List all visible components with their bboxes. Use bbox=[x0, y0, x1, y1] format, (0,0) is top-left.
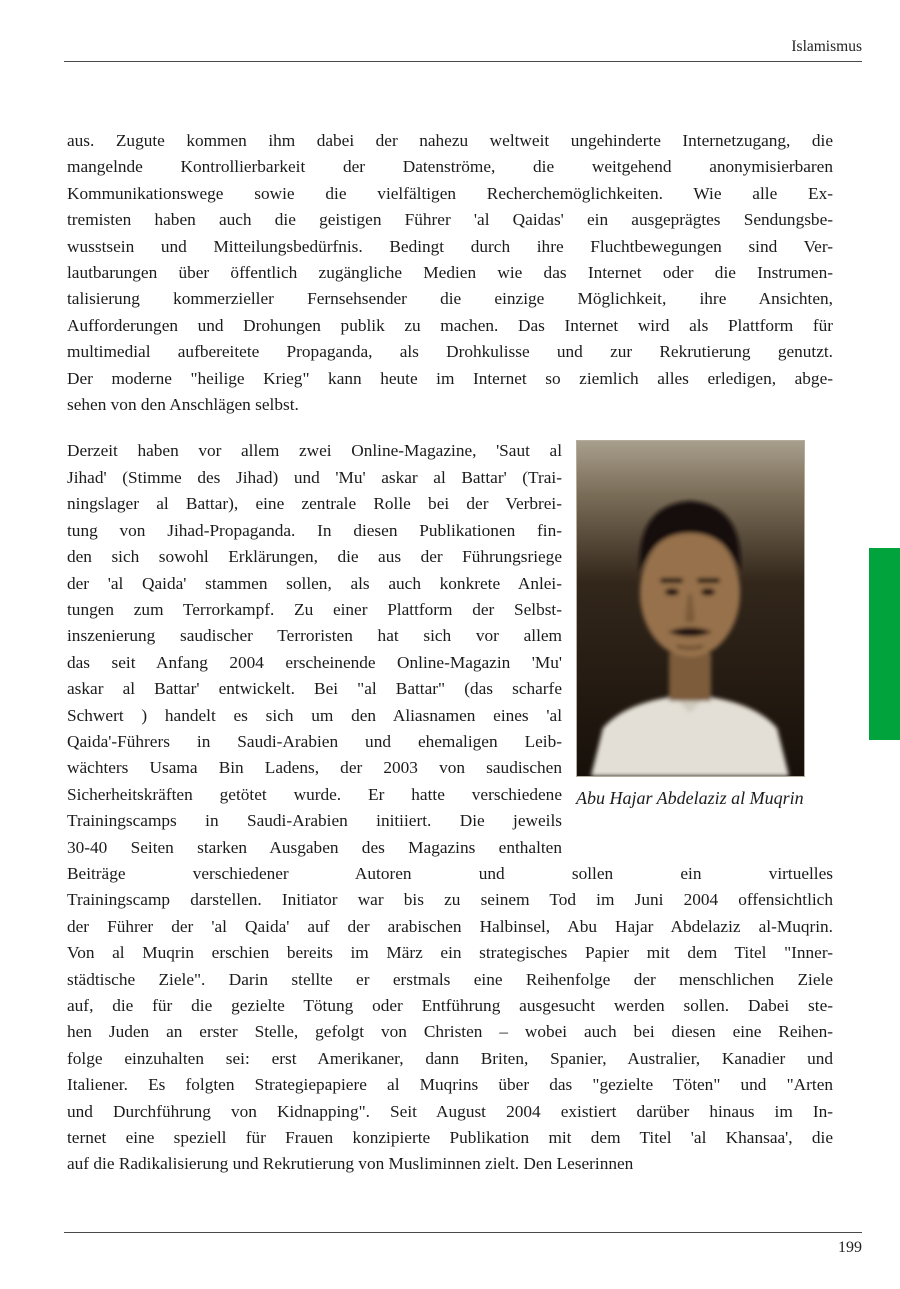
text-line: lautbarungen über öffentlich zugängliche Medien wie das Internet oder die Instrumen- bbox=[67, 263, 833, 283]
chapter-edge-tab bbox=[869, 548, 900, 740]
photo-figure bbox=[576, 440, 805, 811]
text-line: Italiener. Es folgten Strategiepapiere al Muqrins über das "gezielte Töten" und "Arten bbox=[67, 1075, 833, 1095]
text-line: wusstsein und Mitteilungsbedürfnis. Bedingt durch ihre Fluchtbewegungen sind Ver- bbox=[67, 236, 833, 256]
page-number: 199 bbox=[838, 1239, 862, 1256]
text-line: 30-40 Seiten starken Ausgaben des Magazins enthalten bbox=[67, 837, 562, 857]
text-line: das seit Anfang 2004 erscheinende Online-Magazin 'Mu' bbox=[67, 652, 562, 672]
paragraph-2 bbox=[67, 438, 833, 1177]
text-line: auf die Radikalisierung und Rekrutierung von Musliminnen zielt. Den Leserinnen bbox=[67, 1154, 634, 1174]
text-line: auf, die für die gezielte Tötung oder Entführung ausgesucht werden sollen. Dabei ste- bbox=[67, 996, 833, 1015]
text-line: tungen zum Terrorkampf. Zu einer Plattform der Selbst- bbox=[67, 599, 562, 619]
text-line: Der moderne "heilige Krieg" kann heute im Internet so ziemlich alles erledigen, abge- bbox=[67, 368, 833, 388]
text-line: inszenierung saudischer Terroristen hat sich vor allem bbox=[67, 626, 562, 646]
text-line: Aufforderungen und Drohungen publik zu machen. Das Internet wird als Plattform für bbox=[67, 315, 833, 335]
portrait-photo bbox=[576, 440, 805, 777]
photo-caption: Abu Hajar Abdelaziz al Muqrin bbox=[576, 788, 804, 809]
portrait-photo-graphic bbox=[577, 441, 804, 776]
text-line: Jihad' (Stimme des Jihad) und 'Mu' askar al Battar' (Trai- bbox=[67, 467, 562, 487]
chapter-header-title: Islamismus bbox=[791, 38, 862, 55]
text-line: Derzeit haben vor allem zwei Online-Magazine, 'Saut al bbox=[67, 441, 562, 461]
text-line: askar al Battar' entwickelt. Bei "al Battar" (das scharfe bbox=[67, 679, 562, 699]
page-content bbox=[67, 128, 833, 1178]
text-line: hen Juden an erster Stelle, gefolgt von Christen – wobei auch bei diesen eine Reihen- bbox=[67, 1022, 833, 1042]
text-line: multimedial aufbereitete Propaganda, als Drohkulisse und zur Rekrutierung genutzt. bbox=[67, 342, 833, 362]
text-line: der Führer der 'al Qaida' auf der arabischen Halbinsel, Abu Hajar Abdelaziz al-Muqrin. bbox=[67, 916, 833, 936]
text-line: der 'al Qaida' stammen sollen, als auch konkrete Anlei- bbox=[67, 573, 562, 593]
text-line: Trainingscamp darstellen. Initiator war bis zu seinem Tod im Juni 2004 offensichtlich bbox=[67, 890, 833, 910]
header-rule bbox=[64, 61, 862, 62]
text-line: ningslager al Battar), eine zentrale Rolle bei der Verbrei- bbox=[67, 494, 562, 514]
footer-rule bbox=[64, 1232, 862, 1233]
text-line: Qaida'-Führers in Saudi-Arabien und ehemaligen Leib- bbox=[67, 731, 562, 751]
text-line: tremisten haben auch die geistigen Führer 'al Qaidas' ein ausgeprägtes Sendungsbe- bbox=[67, 210, 833, 230]
text-line: Kommunikationswege sowie die vielfältigen Recherchemöglichkeiten. Wie alle Ex- bbox=[67, 183, 833, 203]
text-line: ternet eine speziell für Frauen konzipierte Publikation mit dem Titel 'al Khansaa', die bbox=[67, 1128, 833, 1148]
text-line: Von al Muqrin erschien bereits im März ein strategisches Papier mit dem Titel "Inner- bbox=[67, 943, 833, 963]
text-line: den sich sowohl Erklärungen, die aus der Führungsriege bbox=[67, 547, 562, 567]
text-line: Schwert ) handelt es sich um den Aliasnamen eines 'al bbox=[67, 705, 562, 725]
paragraph-1 bbox=[67, 128, 833, 418]
text-line: und Durchführung von Kidnapping". Seit August 2004 existiert darüber hinaus im In- bbox=[67, 1101, 833, 1121]
text-line: mangelnde Kontrollierbarkeit der Datenströme, die weitgehend anonymisierbaren bbox=[67, 157, 833, 177]
text-line: städtische Ziele". Darin stellte er erstmals eine Reihenfolge der menschlichen Ziele bbox=[67, 969, 833, 989]
text-line: talisierung kommerzieller Fernsehsender die einzige Möglichkeit, ihre Ansichten, bbox=[67, 289, 833, 309]
text-line: sehen von den Anschlägen selbst. bbox=[67, 395, 299, 415]
text-line: aus. Zugute kommen ihm dabei der nahezu weltweit ungehinderte Internetzugang, die bbox=[67, 131, 833, 150]
text-line: Sicherheitskräften getötet wurde. Er hatte verschiedene bbox=[67, 784, 562, 804]
text-line: tung von Jihad-Propaganda. In diesen Publikationen fin- bbox=[67, 520, 562, 540]
text-line: folge einzuhalten sei: erst Amerikaner, dann Briten, Spanier, Australier, Kanadier und bbox=[67, 1048, 833, 1068]
text-line: Trainingscamps in Saudi-Arabien initiiert. Die jeweils bbox=[67, 811, 562, 831]
text-line: Beiträge verschiedener Autoren und sollen ein virtuelles bbox=[67, 863, 833, 883]
text-line: wächters Usama Bin Ladens, der 2003 von saudischen bbox=[67, 758, 562, 778]
